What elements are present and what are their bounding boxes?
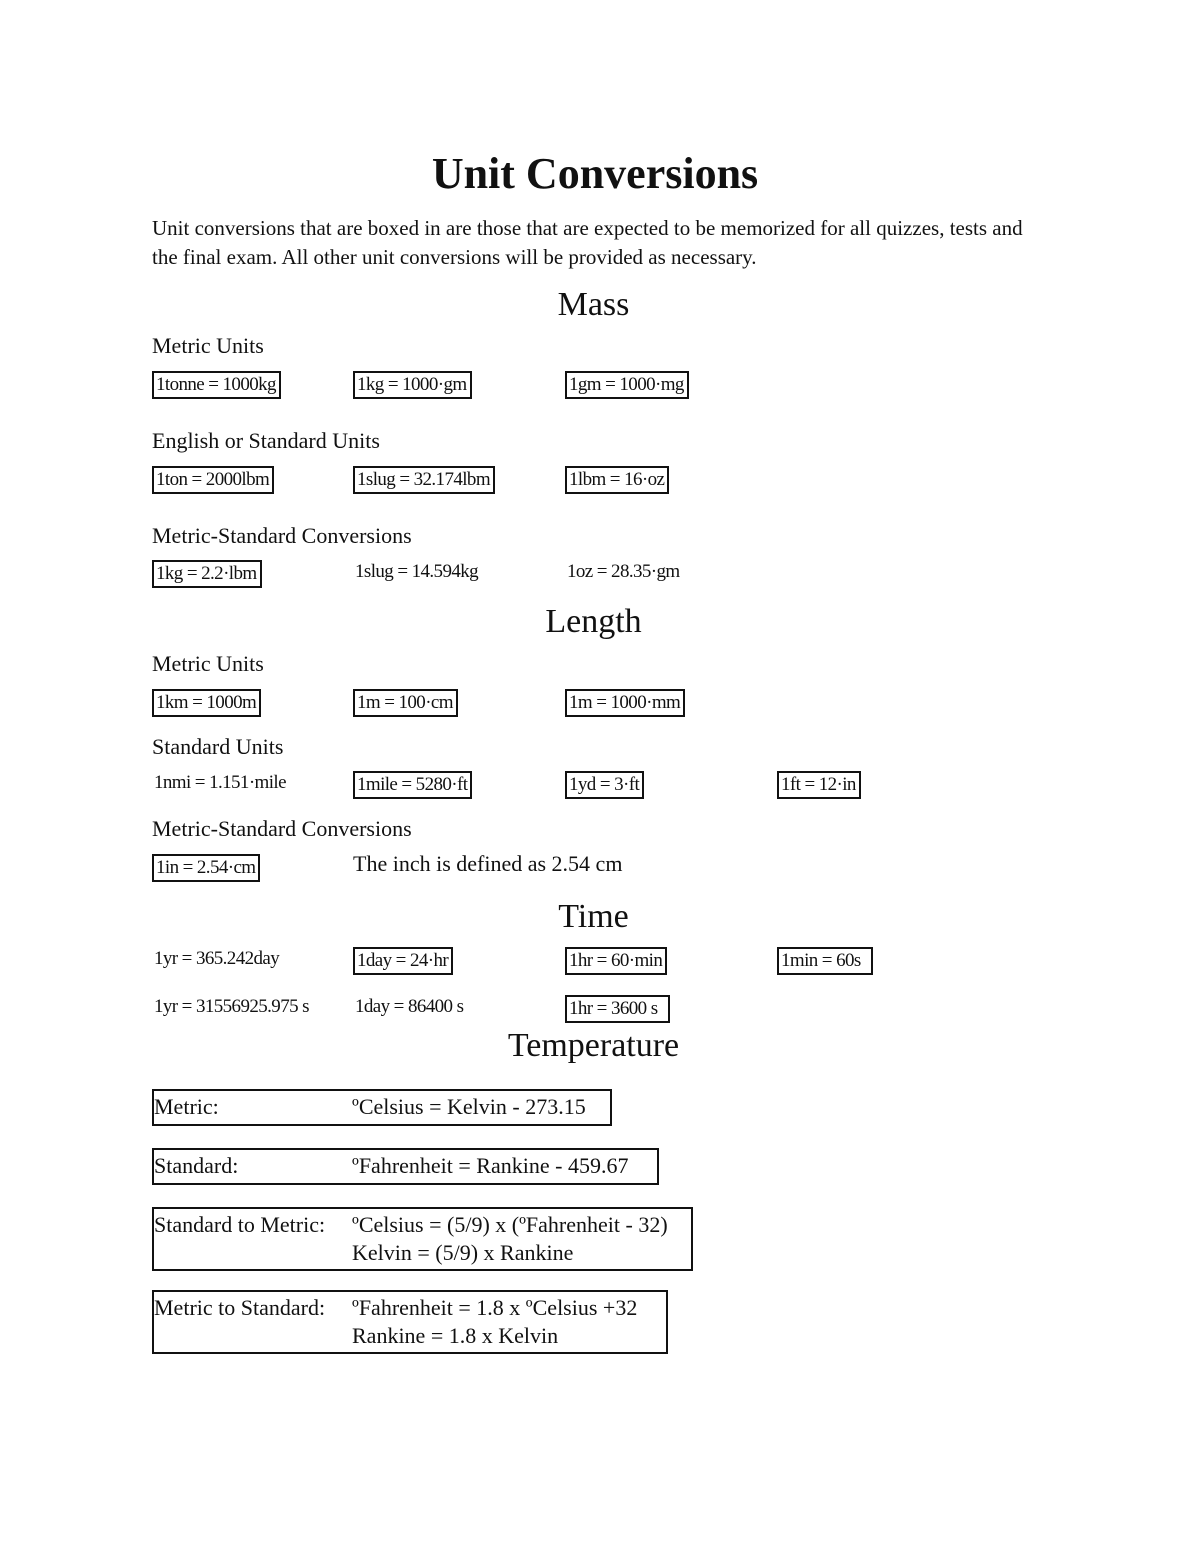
time-conv-5: 1yr = 31556925.975 s [154,996,309,1017]
mass-cross-conv-3: 1oz = 28.35·gm [567,561,680,582]
temperature-heading: Temperature [507,1027,680,1064]
temp-box-standard [152,1148,659,1185]
mass-cross-conv-1: 1kg = 2.2·lbm [152,560,262,588]
time-conv-7: 1hr = 3600 s [565,995,670,1023]
length-standard-conv-1: 1nmi = 1.151·mile [154,772,286,793]
time-conv-3: 1hr = 60·min [565,947,667,975]
temp-eq-celsius-from-fahrenheit: ºCelsius = (5/9) x (ºFahrenheit - 32) [352,1212,668,1237]
temp-label-metric-to-standard: Metric to Standard: [154,1295,326,1320]
length-metric-conv-2: 1m = 100·cm [353,689,458,717]
mass-metric-conv-2: 1kg = 1000·gm [353,371,472,399]
time-conv-1: 1yr = 365.242day [154,948,280,969]
length-metric-label: Metric Units [152,651,264,676]
time-conv-2: 1day = 24·hr [353,947,453,975]
length-standard-conv-4: 1ft = 12·in [777,771,861,799]
length-standard-conv-2: 1mile = 5280·ft [353,771,472,799]
temp-eq-fahrenheit-from-celsius: ºFahrenheit = 1.8 x ºCelsius +32 [352,1295,638,1320]
length-standard-label: Standard Units [152,734,284,759]
mass-heading: Mass [557,286,630,323]
temp-box-metric [152,1089,612,1126]
time-conv-6: 1day = 86400 s [355,996,464,1017]
temp-box-metric-to-standard [152,1290,668,1354]
temp-eq-rankine-from-kelvin: Rankine = 1.8 x Kelvin [352,1323,559,1348]
length-metric-conv-3: 1m = 1000·mm [565,689,685,717]
inch-definition-note: The inch is defined as 2.54 cm [353,851,623,876]
length-heading: Length [545,603,642,640]
temp-label-metric: Metric: [154,1094,219,1119]
mass-metric-conv-1: 1tonne = 1000kg [152,371,281,399]
temp-eq-kelvin-from-rankine: Kelvin = (5/9) x Rankine [352,1240,574,1265]
length-standard-conv-3: 1yd = 3·ft [565,771,644,799]
mass-english-conv-3: 1lbm = 16·oz [565,466,669,494]
length-cross-label: Metric-Standard Conversions [152,816,412,841]
time-heading: Time [558,898,629,935]
mass-english-conv-1: 1ton = 2000lbm [152,466,274,494]
mass-cross-label: Metric-Standard Conversions [152,523,412,548]
mass-english-conv-2: 1slug = 32.174lbm [353,466,495,494]
intro-paragraph: Unit conversions that are boxed in are those that are expected to be memorized for all quizzes, tests and the final exam. All other unit conversions will be provided as necessary. [152,216,1023,269]
mass-english-label: English or Standard Units [152,428,380,453]
temp-label-standard: Standard: [154,1153,239,1178]
temp-eq-standard: ºFahrenheit = Rankine - 459.67 [352,1153,629,1178]
temp-label-standard-to-metric: Standard to Metric: [154,1212,326,1237]
length-metric-conv-1: 1km = 1000m [152,689,261,717]
mass-metric-conv-3: 1gm = 1000·mg [565,371,689,399]
length-cross-conv-1: 1in = 2.54·cm [152,854,260,882]
mass-cross-conv-2: 1slug = 14.594kg [355,561,479,582]
time-conv-4: 1min = 60s [777,947,873,975]
temp-box-standard-to-metric [152,1207,693,1271]
page-title: Unit Conversions [431,149,759,198]
mass-metric-label: Metric Units [152,333,264,358]
temp-eq-metric: ºCelsius = Kelvin - 273.15 [352,1094,586,1119]
